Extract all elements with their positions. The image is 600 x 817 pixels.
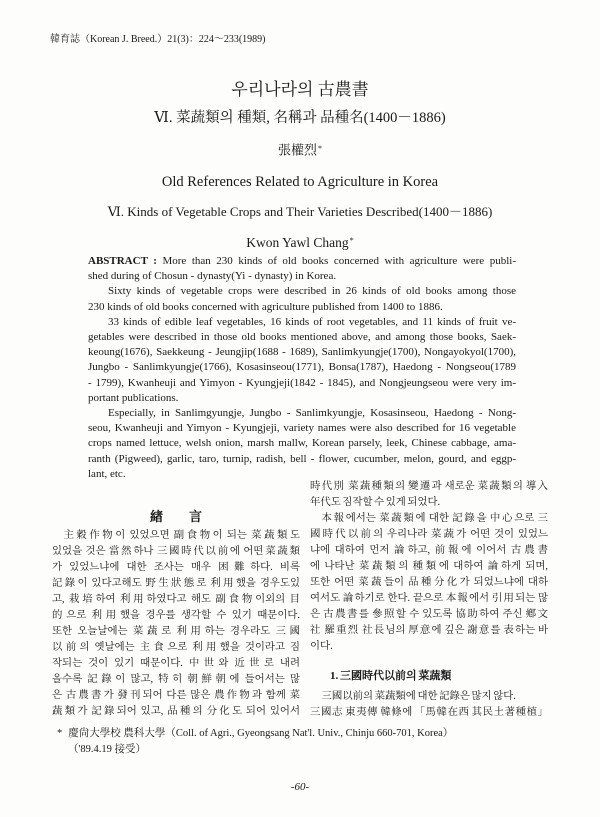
body-line: 三國以前의 菜蔬類에 대한 記錄은 많지 않다. (321, 691, 516, 702)
section-paragraph-continued (310, 705, 548, 721)
journal-citation: 韓育誌（Korean J. Breed.）21(3)：224～233(1989) (50, 34, 266, 45)
body-line: 여서도 論하기로 한다. 끝으로 本報에서 引用되는 많 (310, 593, 548, 604)
author-affiliation-mark: * (349, 236, 354, 245)
body-line: 또한 오늘날에는 菜蔬로 利用하는 경우라도 三國 (52, 626, 300, 637)
introduction-heading: 緖 言 (149, 509, 202, 524)
abstract-line: Jungbo - Sanlimkyungje(1766), Kosasinseou(1771), Bonsa(1787), Haedong - Nongseou(1789 (88, 361, 516, 374)
body-line: 이다. (310, 641, 333, 652)
body-line: 主穀作物이 있었으면 副食物이 되는 菜蔬類도 (63, 530, 300, 541)
body-line: 時代別 菜蔬種類의 變遷과 새로운 菜蔬類의 導入 (310, 481, 548, 492)
body-line: 올수록 記錄이 많고, 特히 朝鮮朝에 들어서는 많 (52, 674, 300, 685)
body-line: 가 있었느냐에 대한 조사는 매우 困難하다. 비록 (52, 562, 300, 573)
author-name-korean: 張權烈 (277, 142, 317, 158)
author-korean (0, 140, 600, 160)
introduction-paragraph-continued (310, 479, 548, 511)
body-line: 國時代以前의 우리나라 菜蔬가 어떤 것이 있었느 (310, 529, 548, 540)
abstract-text: More than 230 kinds of old books concerned with agriculture were publi- (162, 255, 517, 267)
body-line: 記錄이 있다고해도 野生狀態로 利用했을 경우도있 (52, 578, 300, 589)
footnote-received: （'89.4.19 接受） (68, 744, 147, 755)
body-line: 本報에서는 菜蔬類에 대한 記錄을 中心으로 三 (321, 513, 548, 524)
abstract-paragraph (88, 254, 516, 284)
abstract-line: seou, Kwanheuji and Yimyon - Kyungjeji, variety names were also described for 16 vegetable (88, 422, 516, 435)
body-line: 고, 栽培하여 利用하였다고 해도 副食物이외의 目 (52, 594, 300, 605)
footnote-mark: * (57, 728, 63, 739)
abstract-label: ABSTRACT : (88, 255, 157, 267)
abstract-line: keoung(1676), Saekkeung - Jeungjip(1688 - 1689), Sanlimkyungje(1700), Nongayokyol(1700), (88, 346, 516, 359)
abstract-paragraph (88, 406, 516, 482)
abstract-line: portant publications. (88, 391, 179, 404)
abstract-line: 33 kinds of edible leaf vegetables, 16 kinds of root vegetables, and 11 kinds of fruit ve- (108, 315, 516, 328)
left-column (52, 528, 300, 720)
abstract-line: shed during of Chosun - dynasty(Yi - dynasty) in Korea. (88, 270, 337, 283)
body-line: 에 나타난 菜蔬類의 種類에 대하여 論하게 되며, (310, 561, 548, 572)
author-affiliation-mark: * (317, 144, 323, 153)
title-series-korean: 우리나라의 古農書 (231, 80, 369, 99)
body-line: 三國志 東夷傳 韓條에 「馬韓在西 其民土著種植」 (310, 707, 548, 718)
title-part-korean: Ⅵ. 菜蔬類의 種類, 名稱과 品種名(1400－1886) (154, 110, 446, 126)
body-line: 은 古農書를 參照할 수 있도록 協助하여 주신 鄕文 (310, 609, 548, 620)
abstract-paragraph (88, 315, 516, 406)
abstract-line: lant, etc. (88, 467, 126, 480)
abstract-line: ranth (Pigweed), garlic, taro, turnip, radish, bell - flower, cucumber, melon, gourd, and eggp- (88, 452, 516, 465)
abstract-line: Especially, in Sanlimgyungje, Jungbo - Sanlimkyungje, Kosasinseou, Haedong - Nong- (108, 407, 516, 420)
section-heading: 1. 三國時代以前의 菜蔬類 (330, 670, 452, 682)
abstract-line: crops named lettuce, welsh onion, marsh mallw, Korean parsely, leek, Chinese cabbage, ama- (88, 437, 516, 450)
right-column (310, 479, 548, 721)
abstract-line: 230 kinds of old books concerned with agriculture published from 1400 to 1886. (88, 300, 443, 313)
body-line: 냐에 대하여 먼저 論하고, 前報에 이어서 古農書 (310, 545, 548, 556)
abstract-line: - 1799), Kwanheuji and Yimyon - Kyungjeji(1842 - 1845), and Nongjeungseou were very im- (88, 376, 516, 389)
title-series-english: Old References Related to Agriculture in Korea (161, 174, 439, 190)
footnote (57, 726, 453, 758)
section-paragraph (310, 689, 548, 705)
abstract (88, 254, 516, 482)
abstract-line: Sixty kinds of vegetable crops were described in 26 kinds of old books among those (108, 285, 516, 298)
body-line: 蔬類가 記錄되어 있고, 品種의 分化도 되어 있어서 (52, 706, 300, 717)
body-line: 的으로 利用했을 경우를 생각할 수 있기 때문이다. (52, 610, 300, 621)
title-part-english: Ⅵ. Kinds of Vegetable Crops and Their Varieties Described(1400－1886) (107, 204, 493, 219)
abstract-line (88, 254, 516, 269)
introduction-paragraph (310, 511, 548, 655)
body-line: 있었을 것은 當然하나 三國時代以前에 어떤菜蔬類 (52, 546, 300, 557)
author-english (0, 232, 600, 252)
body-line: 작되는 것이 있기 때문이다. 中世와 近世로 내려 (52, 658, 300, 669)
body-line: 以前의 옛날에는 主食으로 利用했을 것이라고 짐 (52, 642, 300, 653)
page-number: -60- (290, 781, 310, 793)
body-line: 은 古農書가 發刊되어 다른 많은 農作物과 함께 菜 (52, 690, 300, 701)
abstract-line: getables were described in those old books mentioned above, and among those books, Saek- (88, 331, 516, 344)
footnote-affiliation: 慶尙大學校 農科大學（Coll. of Agri., Gyeongsang Nat'l. Univ., Chinju 660-701, Korea） (68, 728, 454, 739)
abstract-paragraph (88, 284, 516, 314)
body-line: 年代도 짐작할 수 있게 되었다. (310, 497, 441, 508)
body-line: 또한 어떤 菜蔬들이 品種分化가 되었느냐에 대하 (310, 577, 548, 588)
introduction-paragraph (52, 528, 300, 720)
author-name-english: Kwon Yawl Chang (246, 234, 349, 250)
body-line: 社 羅重烈 社長님의 厚意에 깊은 謝意를 表하는 바 (310, 625, 548, 636)
footnote-affiliation-line (57, 726, 453, 742)
